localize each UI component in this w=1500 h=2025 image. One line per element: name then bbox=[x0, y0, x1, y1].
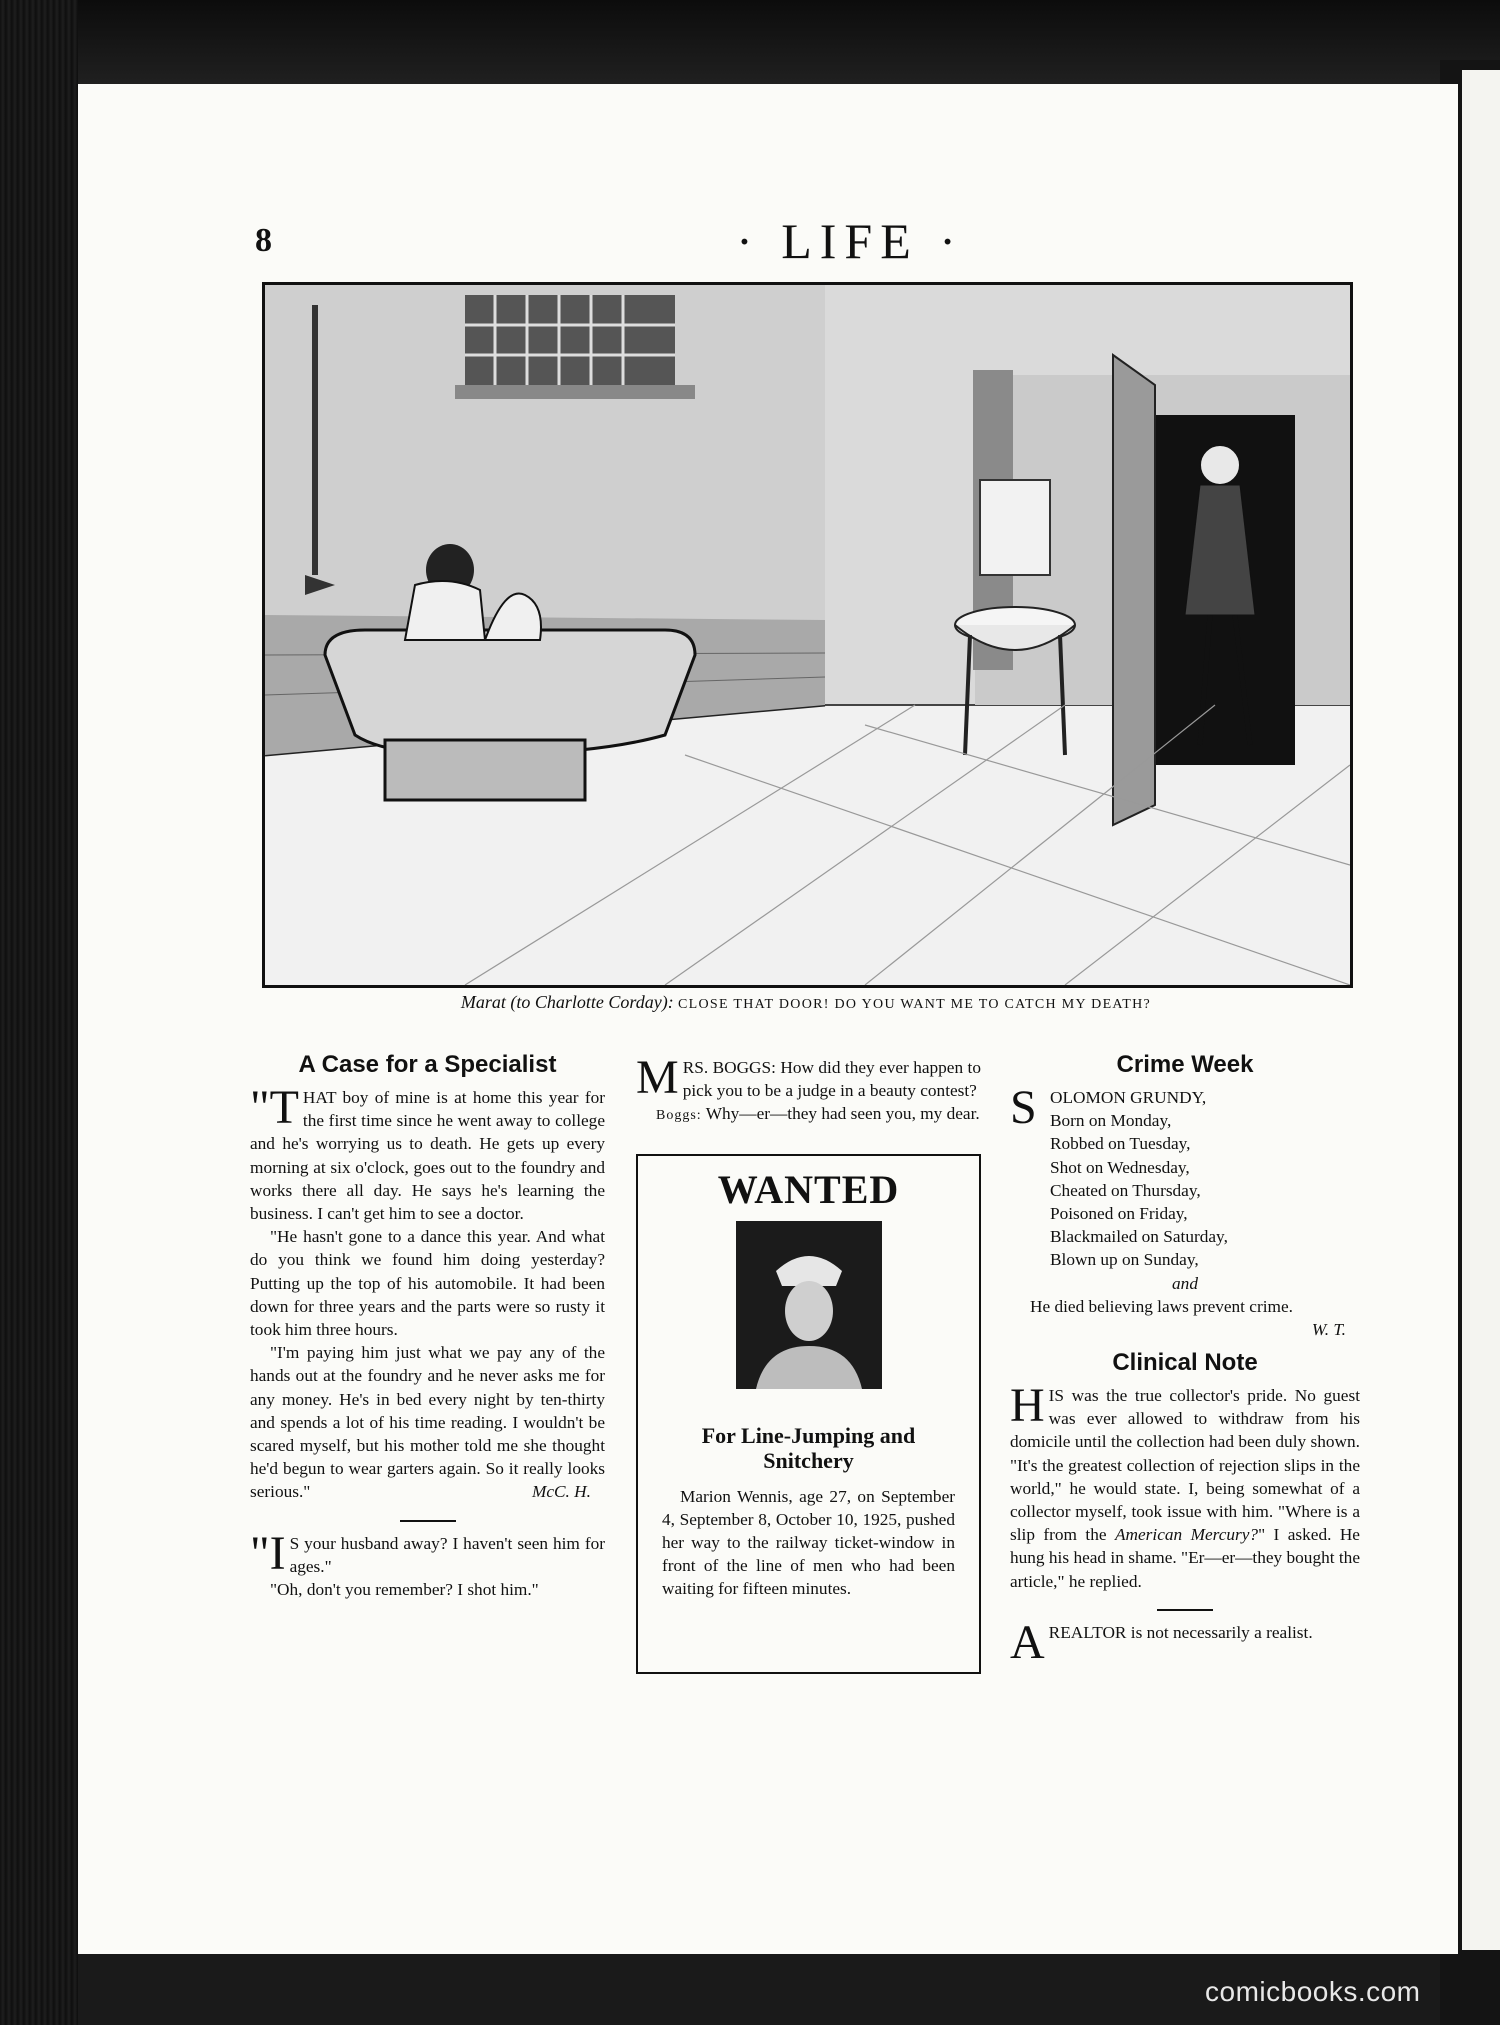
drop-cap: "T bbox=[250, 1081, 299, 1134]
divider bbox=[400, 1520, 456, 1522]
joke-reply: "Oh, don't you remember? I shot him." bbox=[270, 1580, 539, 1600]
wanted-poster bbox=[636, 1154, 981, 1674]
drop-cap: H bbox=[1010, 1379, 1045, 1433]
poem-line: Poisoned on Friday, bbox=[1050, 1204, 1188, 1224]
poem-and: and bbox=[1172, 1273, 1198, 1293]
drop-cap: A bbox=[1010, 1615, 1045, 1669]
caption-speaker: Marat (to Charlotte Corday): bbox=[460, 992, 674, 1012]
illustration-caption bbox=[262, 992, 1350, 1013]
boggs-question bbox=[636, 1051, 981, 1104]
scan-border-top bbox=[0, 0, 1500, 85]
right-column bbox=[1010, 1050, 1360, 1669]
crime-heading: Crime Week bbox=[1116, 1051, 1254, 1078]
clinical-paragraph bbox=[1010, 1379, 1360, 1593]
joke-paragraph bbox=[250, 1526, 605, 1580]
drop-cap: M bbox=[636, 1051, 679, 1104]
page-number: 8 bbox=[255, 222, 272, 259]
bathroom-illustration bbox=[262, 282, 1353, 988]
divider bbox=[1157, 1609, 1213, 1611]
clinical-text-1: IS was the true collector's pride. No guest was ever allowed to withdraw from his domicile until the collection had been duly shown. "It's the greatest collection of rejection slips in the world," he would state. I, being somewhat of a collector myself, took issue with him. "Where is a slip from the bbox=[1010, 1386, 1360, 1545]
boggs-answer bbox=[636, 1102, 981, 1127]
drop-cap: "I bbox=[250, 1526, 286, 1580]
poem-line: Robbed on Tuesday, bbox=[1050, 1134, 1191, 1154]
poem-ending bbox=[1010, 1295, 1360, 1340]
poem-line: Cheated on Thursday, bbox=[1050, 1180, 1201, 1200]
poem-signature: W. T. bbox=[1311, 1320, 1346, 1340]
facing-page-edge bbox=[1462, 70, 1500, 1950]
boggs-question-text: RS. BOGGS: How did they ever happen to pick you to be a judge in a beauty contest? bbox=[682, 1058, 981, 1101]
poem-ending-text: He died believing laws prevent crime. bbox=[1030, 1296, 1293, 1316]
case-paragraph-3 bbox=[250, 1341, 605, 1503]
wanted-text: Marion Wennis, age 27, on September 4, September 8, October 10, 1925, pushed her way to the railway ticket-window in front of the line of men who had been waiting for fifteen minutes. bbox=[662, 1486, 955, 1598]
case-paragraph-2: "He hasn't gone to a dance this year. And what do you think we found him doing yesterday? Putting up the top of his automobile. It had been down for three years and the parts were so rusty it took him three hours. bbox=[250, 1227, 605, 1340]
boggs-speaker: Boggs: bbox=[656, 1108, 702, 1124]
wanted-title: WANTED bbox=[717, 1166, 900, 1212]
case-signature: McC. H. bbox=[531, 1482, 591, 1502]
clinical-text-2: " I asked. He hung his head in shame. "Er—er—they bought the article," he replied. bbox=[1010, 1525, 1360, 1591]
case-text-1: HAT boy of mine is at home this year for the first time since he went away to college and he's worrying us to death. He gets up every morning at six o'clock, goes out to the foundry and works there all day. He says he's learning the business. I can't get him to see a doctor. bbox=[250, 1088, 605, 1224]
poem-line: OLOMON GRUNDY, bbox=[1050, 1088, 1207, 1107]
poem-line: Blown up on Sunday, bbox=[1050, 1250, 1199, 1270]
clinical-heading: Clinical Note bbox=[1112, 1349, 1258, 1377]
boggs-answer-text: Why—er—they had seen you, my dear. bbox=[705, 1104, 980, 1124]
wanted-subtitle: For Line-Jumping and Snitchery bbox=[701, 1422, 916, 1473]
poem bbox=[1010, 1081, 1360, 1272]
realtor-text: REALTOR is not necessarily a realist. bbox=[1048, 1622, 1313, 1642]
middle-column bbox=[636, 1050, 981, 1674]
bathroom-drawing bbox=[265, 285, 1350, 985]
drop-cap: S bbox=[1010, 1081, 1037, 1134]
joke-text: S your husband away? I haven't seen him for ages." bbox=[289, 1533, 605, 1576]
caption-text: CLOSE THAT DOOR! DO YOU WANT ME TO CATCH MY DEATH? bbox=[677, 997, 1152, 1012]
clinical-magazine: American Mercury? bbox=[1114, 1525, 1259, 1545]
realtor-paragraph bbox=[1010, 1615, 1360, 1669]
wanted-portrait bbox=[736, 1221, 882, 1389]
portrait-drawing bbox=[736, 1221, 882, 1389]
left-column bbox=[250, 1050, 605, 1601]
poem-line: Born on Monday, bbox=[1050, 1111, 1172, 1131]
case-paragraph-1 bbox=[250, 1081, 605, 1225]
case-heading: A Case for a Specialist bbox=[298, 1051, 557, 1078]
scan-border-left bbox=[0, 0, 78, 2025]
poem-line: Blackmailed on Saturday, bbox=[1050, 1227, 1228, 1247]
poem-line: Shot on Wednesday, bbox=[1050, 1157, 1190, 1177]
watermark: comicbooks.com bbox=[1205, 1976, 1421, 2007]
masthead: · LIFE · bbox=[736, 213, 964, 269]
case-text-3: "I'm paying him just what we pay any of the hands out at the foundry and he never asks me for any money. He's in bed every night by ten-thirty and spends a lot of his time reading. I wouldn't be scared myself, but his mother told me she thought he'd begun to wear garters again. So it really looks serious." bbox=[250, 1343, 605, 1502]
